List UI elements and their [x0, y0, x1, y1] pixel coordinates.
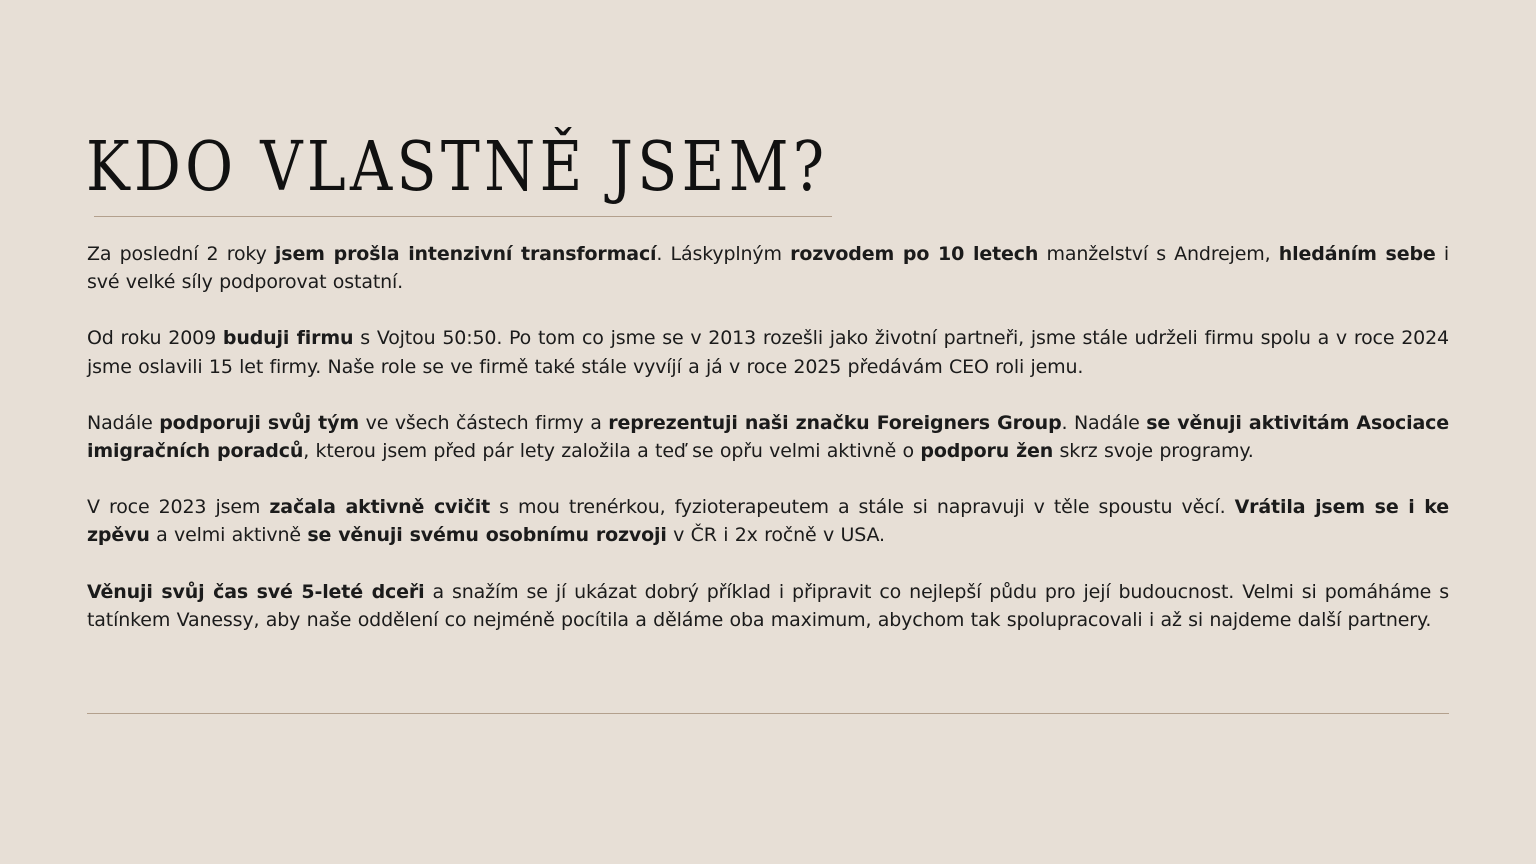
paragraph-text: i své velké síly podporovat ostatní. [87, 243, 1449, 294]
paragraph-text: manželství s Andrejem, [1038, 243, 1279, 265]
paragraph-text: . Nadále [1061, 411, 1147, 434]
paragraph-text: Nadále [87, 411, 160, 434]
content-body [87, 240, 1449, 634]
paragraph-emphasis: rozvodem po 10 letech [790, 243, 1039, 265]
paragraph-text: s mou trenérkou, fyzioterapeutem a stále si napravuji v těle spoustu věcí. [490, 496, 1235, 519]
paragraph-emphasis: buduji firmu [222, 327, 354, 350]
paragraph [87, 240, 1449, 296]
paragraph [87, 493, 1449, 549]
paragraph [87, 578, 1449, 634]
paragraph-text: V roce 2023 jsem [87, 496, 270, 519]
paragraph-text: Za poslední 2 roky [87, 243, 275, 265]
paragraph-text: Od roku 2009 [87, 327, 223, 350]
title-underline [94, 216, 832, 217]
paragraph-emphasis: podporu žen [920, 440, 1054, 463]
page-title: KDO VLASTNĚ JSEM? [86, 128, 829, 207]
paragraph-text: ve všech částech firmy a [359, 411, 609, 434]
paragraph-emphasis: podporuji svůj tým [159, 411, 360, 434]
paragraph-text: , kterou jsem před pár lety založila a teď se opřu velmi aktivně o [303, 440, 921, 463]
paragraph-text: a snažím se jí ukázat dobrý příklad i připravit co nejlepší půdu pro její budoucnost. Velmi si pomáháme s tatínkem Vanessy, aby naše oddělení co nejméně pocítila a děláme oba maximum, abychom tak spolupracovali i až si najdeme další partnery. [87, 580, 1449, 631]
paragraph-text: a velmi aktivně [149, 524, 308, 547]
paragraph [87, 409, 1449, 465]
paragraph-emphasis: hledáním sebe [1278, 243, 1436, 265]
paragraph-text: . Láskyplným [656, 243, 791, 265]
paragraph-emphasis: Vrátila jsem se i ke zpěvu [87, 496, 1449, 547]
paragraph-emphasis: se věnuji svému osobnímu rozvoji [307, 524, 667, 547]
paragraph-emphasis: se věnuji aktivitám Asociace imigračních poradců [87, 411, 1450, 463]
paragraph-emphasis: Věnuji svůj čas své 5-leté dceři [87, 580, 425, 603]
paragraph-emphasis: reprezentuji naši značku Foreigners Group [608, 411, 1062, 434]
bottom-divider [87, 713, 1449, 714]
paragraph-text: s Vojtou 50:50. Po tom co jsme se v 2013 rozešli jako životní partneři, jsme stále udrželi firmu spolu a v roce 2024 jsme oslavili 15 let firmy. Naše role se ve firmě také stále vyvíjí a já v roce 2025 předávám CEO roli jemu. [87, 327, 1449, 378]
paragraph [87, 324, 1449, 380]
paragraph-emphasis: začala aktivně cvičit [269, 496, 491, 519]
paragraph-text: skrz svoje programy. [1053, 440, 1254, 463]
paragraph-emphasis: jsem prošla intenzivní transformací [274, 243, 657, 265]
paragraph-text: v ČR i 2x ročně v USA. [666, 524, 885, 547]
